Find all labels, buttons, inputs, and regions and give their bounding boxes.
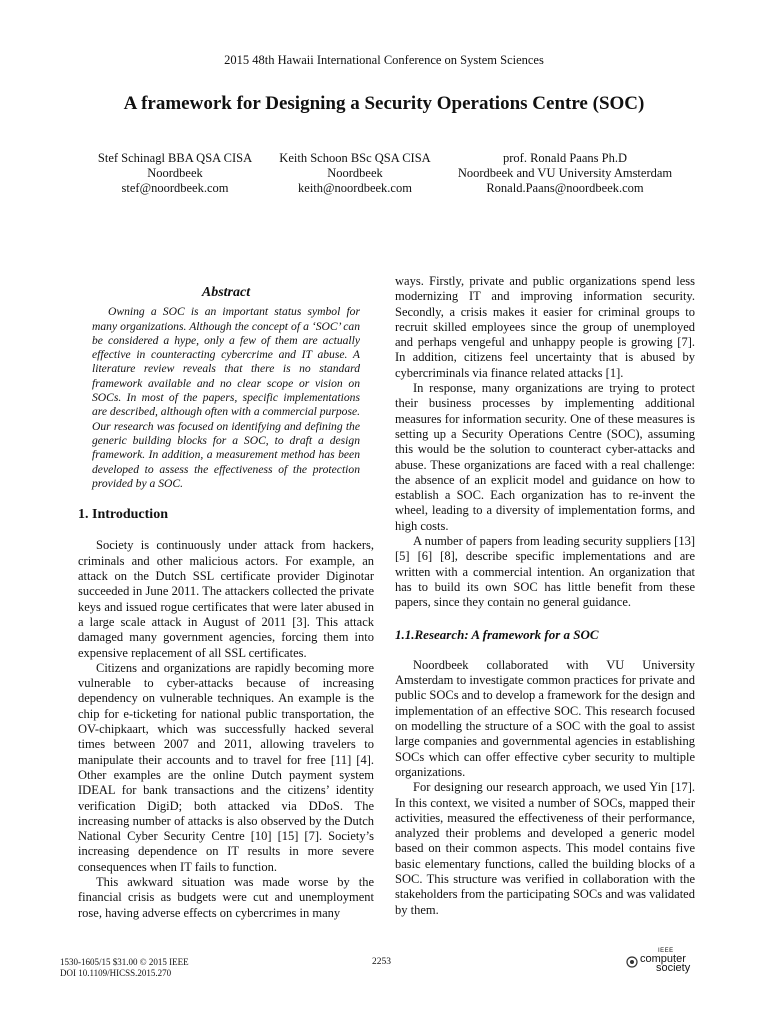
- author-affiliation: Noordbeek and VU University Amsterdam: [457, 166, 673, 180]
- research-paragraph-1: Noordbeek collaborated with VU University Amsterdam to investigate common practices for private and public SOCs and to develop a framework for the design and implementation of an effective SOC. This research focused on modelling the structure of a SOC with the goal to assist large companies and governmental agencies in establishing SOCs which can offer effective cyber security to multiple organizations.: [395, 657, 695, 779]
- right-paragraph-1: In response, many organizations are trying to protect their business processes by implementing additional measures for information security. One of these measures is setting up a Security Operations Centre (SOC), assuming this would be the solution to counteract cyber-attacks and abuse. These organizations are faced with a real challenge: the absence of an explicit model and guidance on how to establish a SOC. Each organization has to re-invent the wheel, leading to a diversity of implementation forms, and high costs.: [395, 381, 695, 533]
- author-affiliation: Noordbeek: [327, 166, 383, 180]
- logo-text-ieee: IEEE: [658, 948, 674, 954]
- page-number: 2253: [372, 957, 391, 967]
- ieee-computer-society-logo: [626, 948, 706, 978]
- author-3: [440, 151, 690, 196]
- logo-text-society: society: [656, 962, 691, 974]
- footer-doi: DOI 10.1109/HICSS.2015.270: [60, 968, 172, 978]
- author-name: Keith Schoon BSc QSA CISA: [279, 151, 431, 165]
- abstract-heading: Abstract: [201, 285, 251, 300]
- section-heading-introduction: 1. Introduction: [78, 507, 168, 523]
- paper-title: A framework for Designing a Security Operations Centre (SOC): [123, 93, 645, 114]
- logo-text-computer: computer: [640, 953, 686, 965]
- author-affiliation: Noordbeek: [147, 166, 203, 180]
- intro-paragraph-3: This awkward situation was made worse by the financial crisis as budgets were cut and unemployment rose, having adverse effects on cybercrimes in many: [78, 874, 374, 920]
- author-email: Ronald.Paans@noordbeek.com: [486, 181, 644, 195]
- subsection-heading-research: 1.1.Research: A framework for a SOC: [395, 626, 599, 642]
- intro-paragraph-2: Citizens and organizations are rapidly becoming more vulnerable to cyber-attacks because of increasing dependency on vulnerable techniques. An example is the chip for e-ticketing for national public transportation, the OV-chipkaart, which was successfully hacked several times between 2007 and 2011, allowing travelers to manipulate their accounts and to travel for free [11] [4]. Other examples are the online Dutch payment system IDEAL for bank transactions and the citizens’ identity verification DigiD; both attacked via DDoS. The increasing number of attacks is also observed by the Dutch National Cyber Security Centre [10] [15] [7]. Society’s increasing dependence on IT results in more severe consequences when IT fails to function.: [78, 660, 374, 874]
- abstract-text: Owning a SOC is an important status symbol for many organizations. Although the concept of a ‘SOC’ can be considered a hype, only a few of them are actually effective in counteracting cybercrime and IT abuse. A literature review reveals that there is no standard framework available and no clear scope or vision on SOCs. In most of the papers, specific implementations are described, although often with a commercial purpose. Our research was focused on identifying and defining the generic building blocks for a SOC, to draft a design framework. In addition, a measurement method has been developed to assess the effectiveness of the protection provided by a SOC.: [92, 305, 361, 490]
- author-name: prof. Ronald Paans Ph.D: [503, 151, 627, 165]
- author-2: [260, 151, 450, 196]
- intro-paragraph-1: Society is continuously under attack from hackers, criminals and other malicious actors. For example, an attack on the Dutch SSL certificate provider Diginotar succeeded in June 2011. The attackers collected the private keys and issued rogue certificates that were later abused in a large scale attack in August of 2011 [3]. This attack damaged many government agencies, forcing them into expensive replacement of all SSL certificates.: [78, 538, 374, 660]
- research-paragraph-2: For designing our research approach, we used Yin [17]. In this context, we visited a number of SOCs, mapped their activities, measured the effectiveness of their performance, analyzed their problems and developed a generic model based on their common aspects. This model contains five basic elementary functions, called the building blocks of a SOC. This structure was verified in collaboration with the stakeholders from the participating SOCs and was validated by them.: [395, 780, 695, 917]
- right-column: [395, 274, 695, 918]
- footer-publication-info: [60, 957, 189, 979]
- continued-paragraph: ways. Firstly, private and public organizations spend less modernizing IT and improving information security. Secondly, a crisis makes it easier for criminal groups to recruit skilled employees since the group of unemployed and perhaps vengeful and unhappy people is growing [7]. In addition, citizens feel uncertainty that is abused by cybercriminals via finance related attacks [1].: [395, 274, 695, 380]
- author-email: keith@noordbeek.com: [298, 181, 412, 195]
- author-1: [80, 151, 270, 196]
- left-column: [78, 285, 374, 921]
- author-email: stef@noordbeek.com: [121, 181, 229, 195]
- conference-header: 2015 48th Hawaii International Conference on System Sciences: [224, 53, 544, 67]
- ieee-logo-icon: [626, 956, 638, 968]
- footer-issn: 1530-1605/15 $31.00 © 2015 IEEE: [60, 957, 189, 967]
- right-paragraph-2: A number of papers from leading security suppliers [13] [5] [6] [8], describe specific implementations and are written with a commercial intention. An organization that has to build its own SOC has little benefit from these papers, since they contain no general guidance.: [395, 534, 695, 610]
- author-name: Stef Schinagl BBA QSA CISA: [97, 151, 253, 165]
